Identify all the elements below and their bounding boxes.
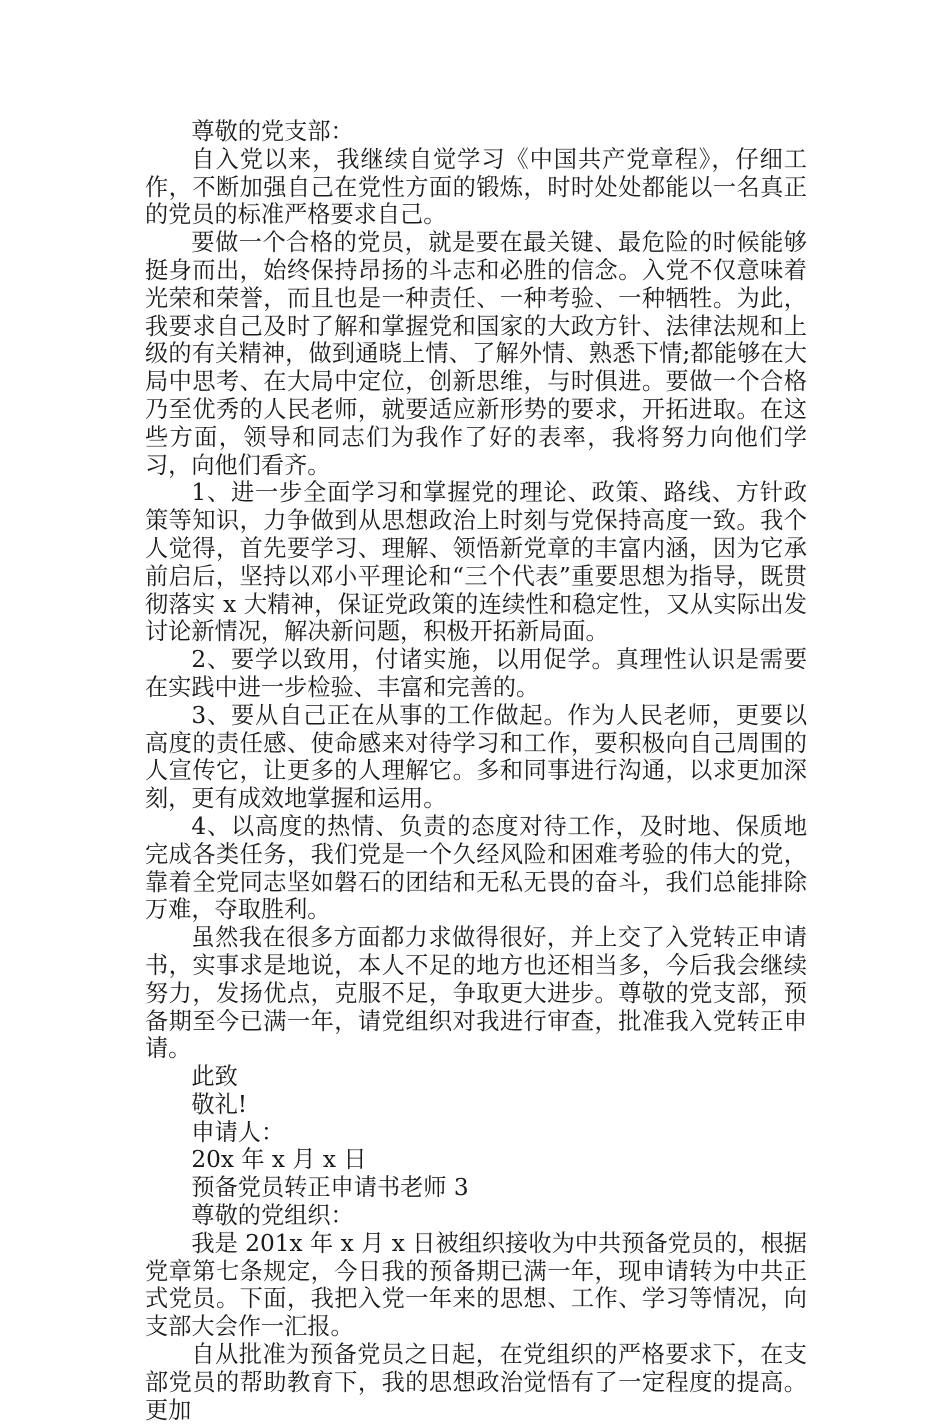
closing-salute: 敬礼! — [191, 1090, 248, 1118]
paragraph: 自入党以来，我继续自觉学习《中国共产党章程》，仔细工作，不断加强自己在党性方面的锻炼，时时处处都能以一名真正的党员的标准严格要求自己。 — [145, 145, 807, 229]
paragraph: 4、以高度的热情、负责的态度对待工作，及时地、保质地完成各类任务，我们党是一个久经风险和困难考验的伟大的党，靠着全党同志坚如磐石的团结和无私无畏的奋斗，我们总能排除万难，夺取胜利。 — [145, 812, 807, 924]
section-title: 预备党员转正申请书老师 3 — [191, 1174, 469, 1202]
salutation: 尊敬的党支部： — [191, 118, 354, 145]
paragraph: 2、要学以致用，付诸实施，以用促学。真理性认识是需要在实践中进一步检验、丰富和完善的。 — [145, 646, 807, 701]
document-body — [145, 118, 807, 1424]
applicant-label: 申请人： — [191, 1118, 285, 1146]
paragraph: 1、进一步全面学习和掌握党的理论、政策、路线、方针政策等知识，力争做到从思想政治上时刻与党保持高度一致。我个人觉得，首先要学习、理解、领悟新党章的丰富内涵，因为它承前启后，坚持以邓小平理论和“三个代表”重要思想为指导，既贯彻落实 x 大精神，保证党政策的连续性和稳定性，又从实际出发讨论新情况，解决新问题，积极开拓新局面。 — [145, 479, 807, 646]
paragraph: 虽然我在很多方面都力求做得很好，并上交了入党转正申请书，实事求是地说，本人不足的地方也还相当多，今后我会继续努力，发扬优点，克服不足，争取更大进步。尊敬的党支部，预备期至今已满一年，请党组织对我进行审查，批准我入党转正申请。 — [145, 924, 807, 1063]
closing-line: 此致 — [191, 1063, 238, 1091]
paragraph: 3、要从自己正在从事的工作做起。作为人民老师，更要以高度的责任感、使命感来对待学习和工作，要积极向自己周围的人宣传它，让更多的人理解它。多和同事进行沟通，以求更加深刻，更有成效地掌握和运用。 — [145, 701, 807, 813]
paragraph: 我是 201x 年 x 月 x 日被组织接收为中共预备党员的，根据党章第七条规定，今日我的预备期已满一年，现申请转为中共正式党员。下面，我把入党一年来的思想、工作、学习等情况，向支部大会作一汇报。 — [145, 1229, 807, 1341]
paragraph: 要做一个合格的党员，就是要在最关键、最危险的时候能够挺身而出，始终保持昂扬的斗志和必胜的信念。入党不仅意味着光荣和荣誉，而且也是一种责任、一种考验、一种牺牲。为此，我要求自己及时了解和掌握党和国家的大政方针、法律法规和上级的有关精神，做到通晓上情、了解外情、熟悉下情;都能够在大局中思考、在大局中定位，创新思维，与时俱进。要做一个合格乃至优秀的人民老师，就要适应新形势的要求，开拓进取。在这些方面，领导和同志们为我作了好的表率，我将努力向他们学习，向他们看齐。 — [145, 229, 807, 479]
date-line: 20x 年 x 月 x 日 — [191, 1146, 367, 1174]
salutation: 尊敬的党组织： — [191, 1202, 354, 1230]
paragraph: 自从批准为预备党员之日起，在党组织的严格要求下，在支部党员的帮助教育下，我的思想政治觉悟有了一定程度的提高。更加 — [145, 1341, 807, 1424]
